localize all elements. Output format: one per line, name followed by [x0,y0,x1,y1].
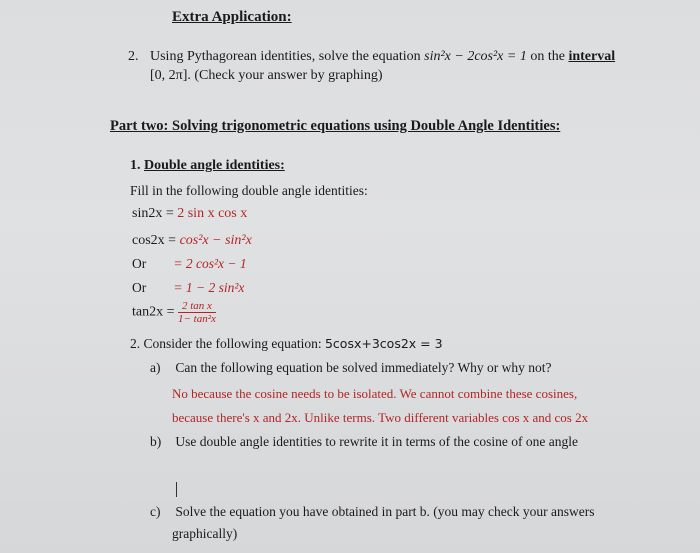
or-label: Or [132,280,147,295]
or-label: Or [132,256,147,271]
section-1-title: Double angle identities: [144,158,285,173]
question-text-suffix: on the [530,49,565,64]
tan2x-lhs: tan2x = [132,304,175,320]
cos2x-alt1-answer: = 2 cos²x − 1 [173,256,247,271]
fill-instruction: Fill in the following double angle identities: [130,183,368,198]
cos2x-lhs: cos2x = [132,233,177,248]
question-interval-line: [0, 2π]. (Check your answer by graphing) [150,68,383,83]
part-c-text: Solve the equation you have obtained in part b. (you may check your answers [175,504,595,519]
sin2x-lhs: sin2x = [132,206,174,221]
section-1-number: 1. [130,158,141,173]
text-cursor[interactable] [176,482,177,497]
question-number: 2. [128,49,139,64]
part-a-label: a) [150,360,161,375]
identity-cos2x-alt1 [132,256,247,272]
part-b-text: Use double angle identities to rewrite it in terms of the cosine of one angle [175,434,579,449]
section-2-text: Consider the following equation: [143,336,322,351]
part-c-question [150,504,595,520]
cos2x-alt2-answer: = 1 − 2 sin²x [173,280,245,295]
question-text: Using Pythagorean identities, solve the equation [150,49,421,64]
part-c-text-line-2: graphically) [172,526,238,541]
section-2-prompt [130,336,443,352]
identity-cos2x [132,233,252,249]
interval-word: interval [568,49,616,64]
tan2x-denominator: 1− tan²x [178,313,216,325]
identity-sin2x [132,206,247,222]
question-2-pythagorean [128,47,615,85]
part-two-heading: Part two: Solving trigonometric equations using Double Angle Identities: [110,118,561,134]
section-2-number: 2. [130,336,141,351]
tan2x-fraction [178,300,216,325]
identity-cos2x-alt2 [132,280,244,296]
part-b-question [150,434,578,450]
section-1-heading [130,158,285,174]
question-equation: sin²x − 2cos²x = 1 [424,49,527,64]
section-2-equation: 5cosx+3cos2x = 3 [324,336,443,351]
cos2x-answer: cos²x − sin²x [179,233,252,248]
tan2x-numerator: 2 tan x [178,300,216,313]
part-a-question [150,360,552,376]
part-b-label: b) [150,434,162,449]
part-c-label: c) [150,504,161,519]
page-title: Extra Application: [172,9,292,25]
sin2x-answer: 2 sin x cos x [177,206,248,221]
identity-tan2x [132,300,216,325]
part-a-answer-line-2: because there's x and 2x. Unlike terms. Two different variables cos x and cos 2x [172,410,589,425]
part-a-text: Can the following equation be solved immediately? Why or why not? [175,360,552,375]
part-a-answer-line-1: No because the cosine needs to be isolated. We cannot combine these cosines, [172,386,578,401]
